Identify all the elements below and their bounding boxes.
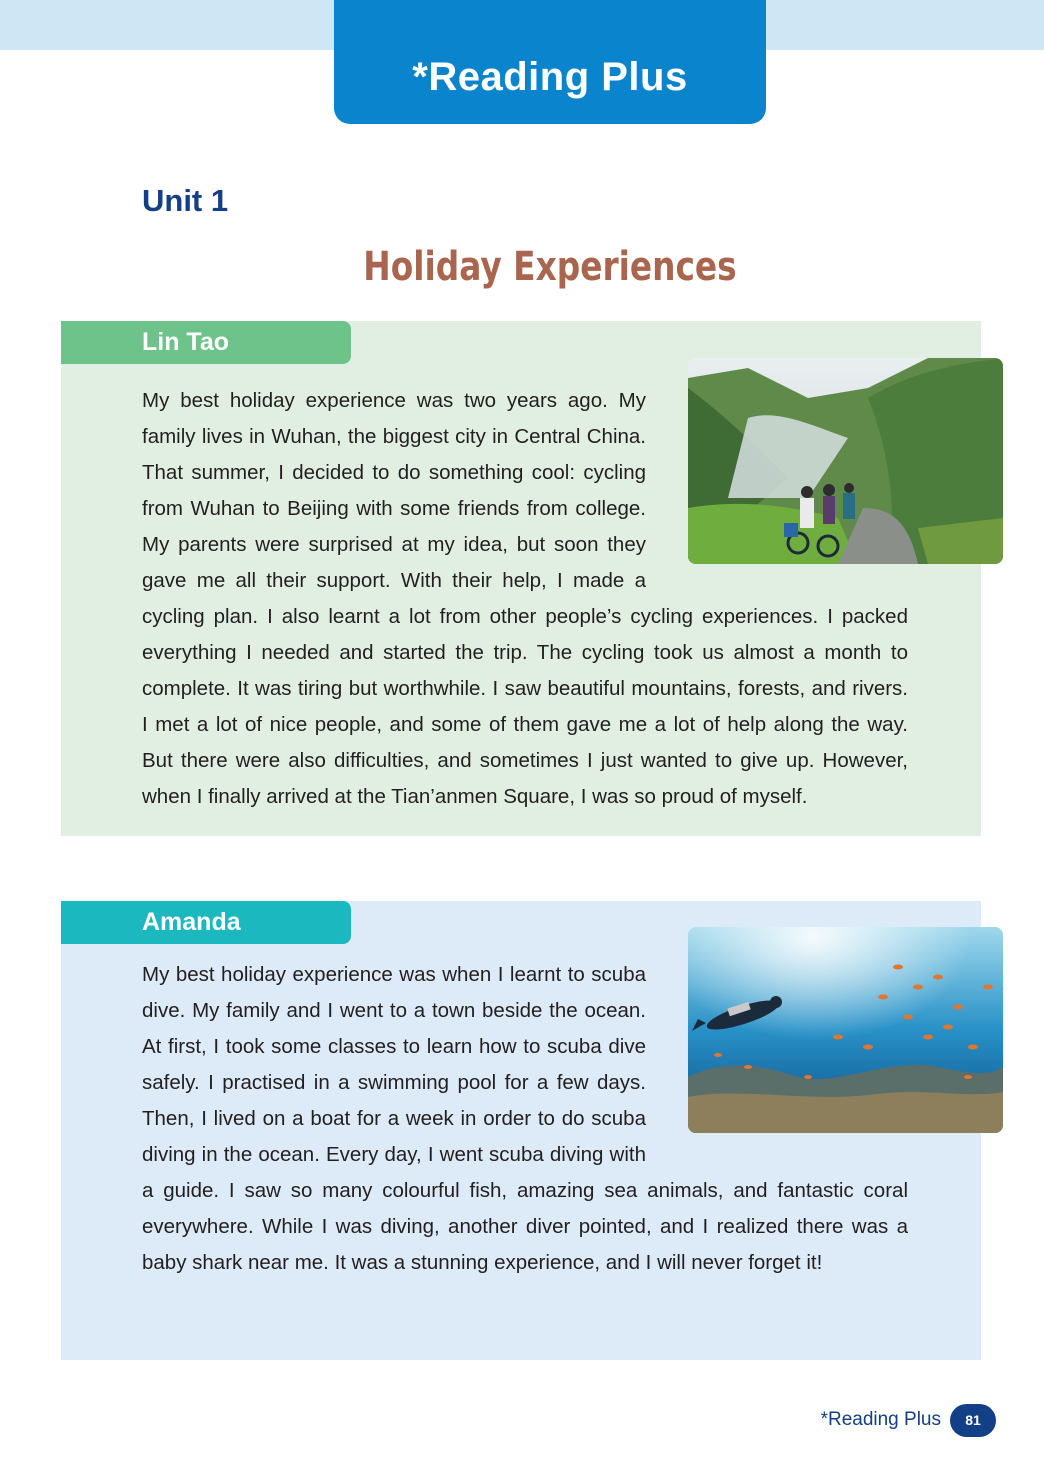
section-body-content: My best holiday experience was two years ago. My family lives in Wuhan, the biggest city in Central China. That summer, I decided to do something cool: cycling from Wuhan to Beijing with some friends from college. My parents were surprised at my idea, but soon they gave me all their support. With their help, I made a cycling plan. I also learnt a lot from other people’s cycling experiences. I packed everything I needed and started the trip. The cycling took us almost a month to complete. It was tiring but worthwhile. I saw beautiful mountains, forests, and rivers. I met a lot of nice people, and some of them gave me a lot of help along the way. But there were also difficulties, and sometimes I just wanted to give up. However, when I finally arrived at the Tian’anmen Square, I was so proud of myself. [142, 389, 908, 808]
footer-label: *Reading Plus [820, 1409, 941, 1430]
section-body-text [142, 957, 908, 1281]
section-name-tab: Amanda [61, 901, 351, 944]
section-body-content: My best holiday experience was when I learnt to scuba dive. My family and I went to a town beside the ocean. At first, I took some classes to learn how to scuba dive safely. I practised in a swimming pool for a few days. Then, I lived on a boat for a week in order to do scuba diving in the ocean. Every day, I went scuba diving with a guide. I saw so many colourful fish, amazing sea animals, and fantastic coral everywhere. While I was diving, another diver pointed, and I realized there was a baby shark near me. It was a stunning experience, and I will never forget it! [142, 963, 908, 1274]
header-tab-title: *Reading Plus [412, 54, 688, 99]
page-number-badge: 81 [950, 1404, 996, 1437]
unit-label: Unit 1 [142, 183, 229, 218]
header-tab [334, 0, 766, 124]
section-body-text [142, 383, 908, 815]
section-name-tab: Lin Tao [61, 321, 351, 364]
page-title: Holiday Experiences [363, 244, 737, 290]
